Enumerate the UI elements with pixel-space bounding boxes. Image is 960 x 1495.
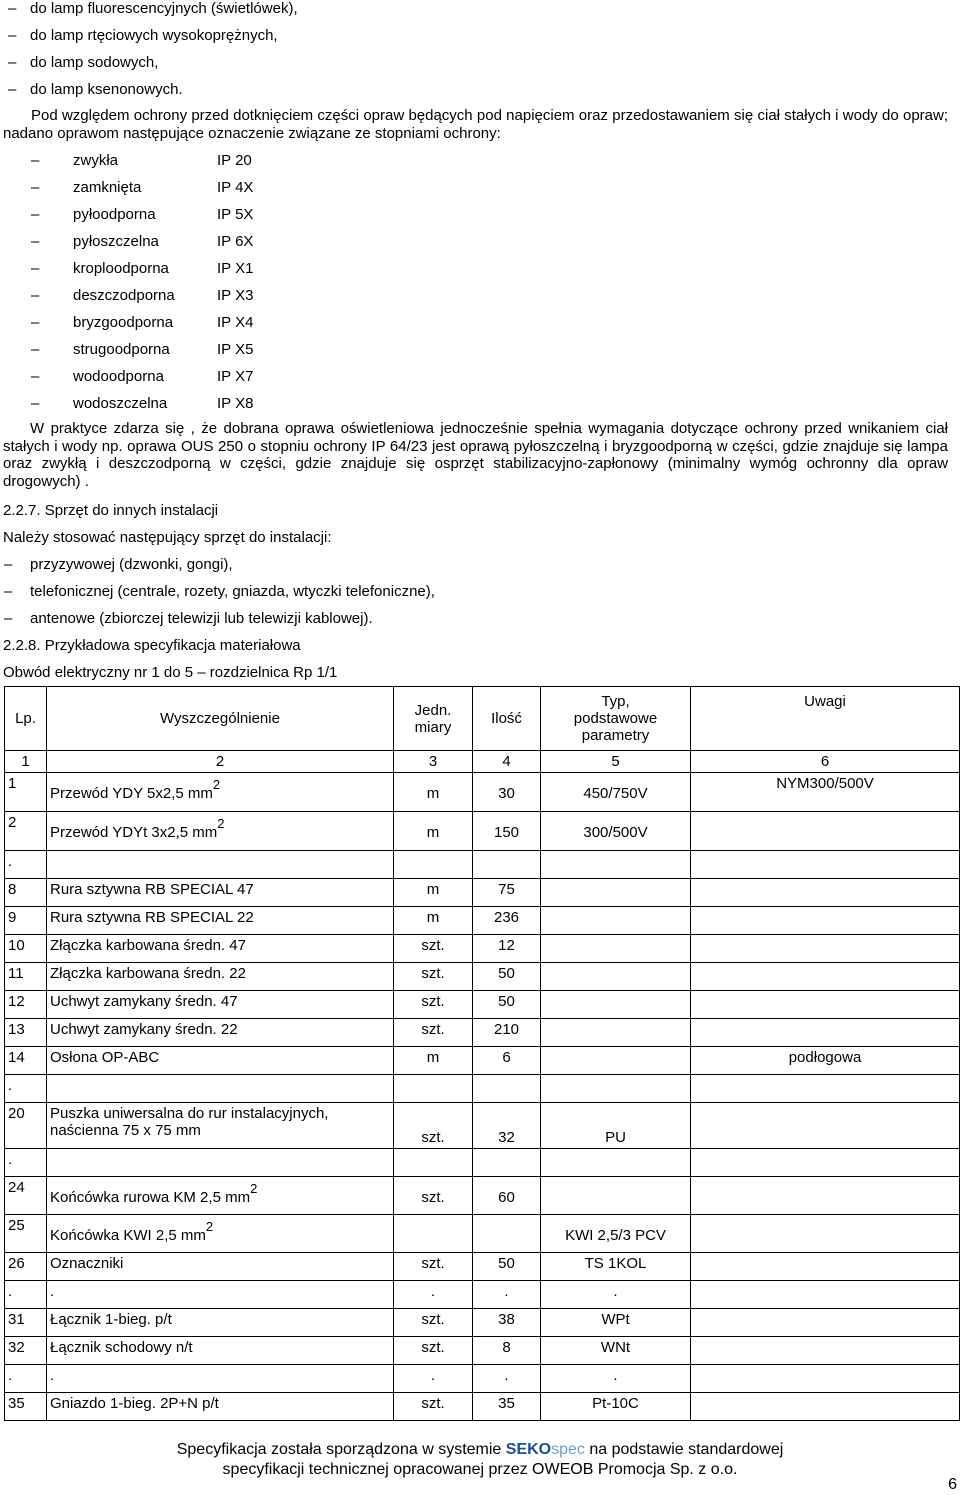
material-spec-table [4, 686, 960, 1421]
cell-lp: 2 [5, 812, 47, 851]
cell-lp: 11 [5, 963, 47, 991]
table-row [5, 1365, 960, 1393]
cell-name: Końcówka rurowa KM 2,5 $mm^2$ [47, 1177, 394, 1215]
cell-unit: szt. [394, 963, 473, 991]
cell-unit [394, 851, 473, 879]
equipment-intro: Należy stosować następujący sprzęt do instalacji: [3, 529, 332, 546]
cell-lp: 32 [5, 1337, 47, 1365]
cell-name: Gniazdo 1-bieg. 2P+N p/t [47, 1393, 394, 1421]
column-number: 6 [691, 751, 960, 773]
column-number: 1 [5, 751, 47, 773]
table-row [5, 1337, 960, 1365]
table-row [5, 1019, 960, 1047]
table-row [5, 1177, 960, 1215]
table-row [5, 773, 960, 812]
cell-name: Przewód YDY 5x2,5 $mm^2$ [47, 773, 394, 812]
cell-name: Złączka karbowana średn. 22 [47, 963, 394, 991]
column-number: 3 [394, 751, 473, 773]
cell-lp: 25 [5, 1215, 47, 1253]
table-row [5, 1253, 960, 1281]
cell-qty: 60 [473, 1177, 541, 1215]
document-page: – do lamp fluorescencyjnych (świetlówek), – do lamp rtęciowych wysokoprężnych, – do lamp sodowych, – do lamp ksenonowych. Pod względem ochrony przed dotknięciem części opraw będących pod napięciem oraz przedostawaniem się ciał stałych i wody do opraw; nadano oprawom następujące oznaczenie związane ze stopniami ochrony: – zwykła IP 20 – zamknięta IP 4X – pyłoodporna IP 5X – pyłoszczelna IP 6X – kroploodporna IP X1 – deszczodporna IP X3 – bryzgoodporna IP X4 – strugoodporna IP X5 – wodoodporna IP X7 – wodoszczelna IP X8 W praktyce zdarza się , że dobrana oprawa oświetleniowa jednocześnie spełnia wymagania dotyczące ochrony przed wnikaniem ciał stałych i wody np. oprawa OUS 250 o stopniu ochrony IP 64/23 jest oprawą pyłoszczelną i bryzgoodporną w części, gdzie znajduje się lampa oraz zwykłą i deszczodporną w części, gdzie znajduje się osprzęt stabilizacyjno-zapłonowy (minimalny wymóg ochronny dla opraw drogowych) . 2.2.7. Sprzęt do innych instalacji Należy stosować następujący sprzęt do instalacji: – przyzywowej (dzwonki, gongi), – telefonicznej (centrale, rozety, gniazda, wtyczki telefoniczne), – antenowe (zbiorczej telewizji lub telewizji kablowej). 2.2.8. Przykładowa specyfikacja materiałowa Obwód elektryczny nr 1 do 5 – rozdzielnica Rp 1/1 Lp. Wyszczególnienie Jedn. miary Ilość Typ, podstawowe parametry Uwagi 1 2 3 4 5 6 1 Przewód YDY 5x2,5 $mm^2$ m 30 450/750V NYM300/500V 2 Przewód YDYt 3x2,5 $mm^2$ m 150 300/500V . 8 Rura sztywna RB SPECIAL 47 m 75 9 Rura sztywna RB SPECIAL 22 m 236 10 Złączka karbowana średn. 47 szt. 12 11 Złączka karbowana średn. 22 szt. 50 12 Uchwyt zamykany średn. 47 szt. 50 13 Uchwyt zamykany średn. 22 szt. 210 14 Osłona OP-ABC m 6 podłogowa . 20 Puszka uniwersalna do rur instalacyjnych, naścienna 75 x 75 mm szt. 32 PU . 24 Końcówka rurowa KM 2,5 $mm^2$ szt. 60 25 Końcówka KWI 2,5 $mm^2$ KWI 2,5/3 PCV 26 Oznaczniki szt. 50 TS 1KOL . . . . . 31 Łącznik 1-bieg. p/t szt. 38 WPt 32 Łącznik schodowy n/t szt. 8 WNt . . . . . 35 Gniazdo 1-bieg. 2P+N p/t szt. 35 Pt-10C Specyfikacja została sporządzona w systemie SEKOspec na podstawie standardowej specyfikacji technicznej opracowanej przez OWEOB Promocja Sp. z o.o. 6 [0, 0, 960, 1495]
cell-lp: 12 [5, 991, 47, 1019]
cell-notes [691, 1019, 960, 1047]
cell-type [541, 1019, 691, 1047]
cell-type: . [541, 1281, 691, 1309]
cell-notes: podłogowa [691, 1047, 960, 1075]
cell-notes [691, 935, 960, 963]
cell-notes [691, 1253, 960, 1281]
cell-type: 300/500V [541, 812, 691, 851]
cell-type [541, 851, 691, 879]
cell-notes [691, 879, 960, 907]
cell-qty: 38 [473, 1309, 541, 1337]
cell-notes [691, 812, 960, 851]
cell-name: Osłona OP-ABC [47, 1047, 394, 1075]
cell-lp: 10 [5, 935, 47, 963]
cell-name: . [47, 1281, 394, 1309]
cell-notes [691, 1103, 960, 1149]
cell-name: Rura sztywna RB SPECIAL 22 [47, 907, 394, 935]
table-row [5, 1215, 960, 1253]
cell-unit: szt. [394, 935, 473, 963]
cell-lp: . [5, 1281, 47, 1309]
cell-lp: . [5, 1365, 47, 1393]
table-row [5, 1047, 960, 1075]
cell-unit [394, 1149, 473, 1177]
cell-notes [691, 1365, 960, 1393]
cell-lp: 13 [5, 1019, 47, 1047]
cell-qty [473, 1215, 541, 1253]
cell-qty: 50 [473, 1253, 541, 1281]
cell-name: Puszka uniwersalna do rur instalacyjnych, naścienna 75 x 75 mm [47, 1103, 394, 1149]
cell-type [541, 1047, 691, 1075]
cell-lp: 31 [5, 1309, 47, 1337]
table-row [5, 1075, 960, 1103]
cell-qty: 6 [473, 1047, 541, 1075]
cell-qty: 150 [473, 812, 541, 851]
header-qty: Ilość [473, 687, 541, 751]
section-heading-227: 2.2.7. Sprzęt do innych instalacji [3, 502, 219, 519]
cell-qty: 50 [473, 991, 541, 1019]
cell-qty: 32 [473, 1103, 541, 1149]
cell-unit [394, 1075, 473, 1103]
header-type: Typ, podstawowe parametry [541, 687, 691, 751]
cell-type: . [541, 1365, 691, 1393]
cell-qty: 236 [473, 907, 541, 935]
table-column-numbers [5, 751, 960, 773]
cell-name: Uchwyt zamykany średn. 22 [47, 1019, 394, 1047]
cell-unit: szt. [394, 1393, 473, 1421]
header-unit: Jedn. miary [394, 687, 473, 751]
list-item: – do lamp fluorescencyjnych (świetlówek), [8, 0, 298, 17]
cell-lp: . [5, 851, 47, 879]
section-heading-228: 2.2.8. Przykładowa specyfikacja materiałowa [3, 637, 301, 654]
cell-unit: m [394, 879, 473, 907]
table-row [5, 963, 960, 991]
cell-qty [473, 1149, 541, 1177]
cell-lp: 24 [5, 1177, 47, 1215]
cell-type: Pt-10C [541, 1393, 691, 1421]
table-row [5, 812, 960, 851]
cell-type [541, 907, 691, 935]
cell-name: Złączka karbowana średn. 47 [47, 935, 394, 963]
table-row [5, 991, 960, 1019]
cell-name: Rura sztywna RB SPECIAL 47 [47, 879, 394, 907]
cell-name: Łącznik schodowy n/t [47, 1337, 394, 1365]
cell-type [541, 991, 691, 1019]
footer-text: na podstawie standardowej [589, 1441, 784, 1458]
cell-name: Przewód YDYt 3x2,5 $mm^2$ [47, 812, 394, 851]
cell-qty: . [473, 1281, 541, 1309]
table-header-row [5, 687, 960, 751]
cell-name: Końcówka KWI 2,5 $mm^2$ [47, 1215, 394, 1253]
cell-name [47, 851, 394, 879]
list-item: – przyzywowej (dzwonki, gongi), [4, 556, 435, 573]
header-lp: Lp. [5, 687, 47, 751]
cell-unit: m [394, 812, 473, 851]
circuit-title: Obwód elektryczny nr 1 do 5 – rozdzielnica Rp 1/1 [3, 664, 338, 681]
cell-qty: 35 [473, 1393, 541, 1421]
footer-text: specyfikacji technicznej opracowanej przez OWEOB Promocja Sp. z o.o. [222, 1461, 738, 1478]
cell-unit: szt. [394, 1177, 473, 1215]
cell-qty [473, 1075, 541, 1103]
cell-unit: szt. [394, 991, 473, 1019]
cell-unit: . [394, 1365, 473, 1393]
table-row [5, 879, 960, 907]
cell-type [541, 935, 691, 963]
cell-type [541, 879, 691, 907]
cell-unit: szt. [394, 1337, 473, 1365]
cell-name: Łącznik 1-bieg. p/t [47, 1309, 394, 1337]
page-number: 6 [948, 1476, 957, 1493]
cell-type [541, 1075, 691, 1103]
cell-name: Uchwyt zamykany średn. 47 [47, 991, 394, 1019]
header-notes: Uwagi [691, 687, 960, 751]
cell-type: TS 1KOL [541, 1253, 691, 1281]
cell-name [47, 1149, 394, 1177]
table-row [5, 1393, 960, 1421]
cell-qty: 12 [473, 935, 541, 963]
cell-qty: 50 [473, 963, 541, 991]
equipment-list [4, 556, 435, 637]
column-number: 4 [473, 751, 541, 773]
cell-name: . [47, 1365, 394, 1393]
list-item: – telefonicznej (centrale, rozety, gniazda, wtyczki telefoniczne), [4, 583, 435, 600]
cell-notes [691, 851, 960, 879]
cell-notes [691, 1075, 960, 1103]
cell-notes: NYM300/500V [691, 773, 960, 812]
cell-lp: 9 [5, 907, 47, 935]
column-number: 5 [541, 751, 691, 773]
table-row [5, 1149, 960, 1177]
cell-lp: 8 [5, 879, 47, 907]
cell-unit: m [394, 907, 473, 935]
list-item: – antenowe (zbiorczej telewizji lub telewizji kablowej). [4, 610, 435, 627]
cell-unit: szt. [394, 1253, 473, 1281]
cell-lp: 35 [5, 1393, 47, 1421]
cell-type [541, 963, 691, 991]
cell-unit: m [394, 1047, 473, 1075]
sekospec-logo: SEKOspec [505, 1441, 585, 1458]
cell-lp: 14 [5, 1047, 47, 1075]
cell-lp: . [5, 1149, 47, 1177]
cell-notes [691, 1309, 960, 1337]
table-row [5, 851, 960, 879]
footer [0, 1440, 960, 1480]
cell-unit: . [394, 1281, 473, 1309]
cell-notes [691, 1177, 960, 1215]
lamp-list [8, 0, 298, 108]
cell-unit [394, 1215, 473, 1253]
cell-lp: 20 [5, 1103, 47, 1149]
protection-intro: Pod względem ochrony przed dotknięciem części opraw będących pod napięciem oraz przedostawaniem się ciał stałych i wody do opraw; nadano oprawom następujące oznaczenie związane ze stopniami ochrony: [3, 107, 948, 142]
cell-qty: . [473, 1365, 541, 1393]
cell-unit: m [394, 773, 473, 812]
header-name: Wyszczególnienie [47, 687, 394, 751]
cell-notes [691, 1393, 960, 1421]
cell-lp: . [5, 1075, 47, 1103]
cell-notes [691, 1281, 960, 1309]
cell-unit: szt. [394, 1103, 473, 1149]
cell-name [47, 1075, 394, 1103]
cell-notes [691, 1215, 960, 1253]
practice-paragraph: W praktyce zdarza się , że dobrana oprawa oświetleniowa jednocześnie spełnia wymagania dotyczące ochrony przed wnikaniem ciał stałych i wody np. oprawa OUS 250 o stopniu ochrony IP 64/23 jest oprawą pyłoszczelną i bryzgoodporną w części, gdzie znajduje się lampa oraz zwykłą i deszczodporną w części, gdzie znajduje się osprzęt stabilizacyjno-zapłonowy (minimalny wymóg ochronny dla opraw drogowych) . [3, 420, 948, 490]
cell-qty [473, 851, 541, 879]
cell-qty: 30 [473, 773, 541, 812]
column-number: 2 [47, 751, 394, 773]
cell-notes [691, 991, 960, 1019]
cell-qty: 210 [473, 1019, 541, 1047]
cell-name: Oznaczniki [47, 1253, 394, 1281]
list-item: – do lamp ksenonowych. [8, 81, 298, 98]
cell-qty: 75 [473, 879, 541, 907]
cell-unit: szt. [394, 1309, 473, 1337]
cell-type: PU [541, 1103, 691, 1149]
table-row [5, 1281, 960, 1309]
cell-type: 450/750V [541, 773, 691, 812]
cell-type: KWI 2,5/3 PCV [541, 1215, 691, 1253]
list-item: – do lamp rtęciowych wysokoprężnych, [8, 27, 298, 44]
table-row [5, 1309, 960, 1337]
cell-type [541, 1177, 691, 1215]
table-row [5, 935, 960, 963]
cell-unit: szt. [394, 1019, 473, 1047]
footer-text: Specyfikacja została sporządzona w systemie [176, 1441, 502, 1458]
cell-lp: 1 [5, 773, 47, 812]
cell-type: WPt [541, 1309, 691, 1337]
cell-notes [691, 907, 960, 935]
table-row [5, 907, 960, 935]
table-body [5, 773, 960, 1421]
cell-type: WNt [541, 1337, 691, 1365]
table-row [5, 1103, 960, 1149]
cell-type [541, 1149, 691, 1177]
cell-notes [691, 1337, 960, 1365]
cell-notes [691, 1149, 960, 1177]
cell-qty: 8 [473, 1337, 541, 1365]
list-item: – do lamp sodowych, [8, 54, 298, 71]
cell-lp: 26 [5, 1253, 47, 1281]
cell-notes [691, 963, 960, 991]
